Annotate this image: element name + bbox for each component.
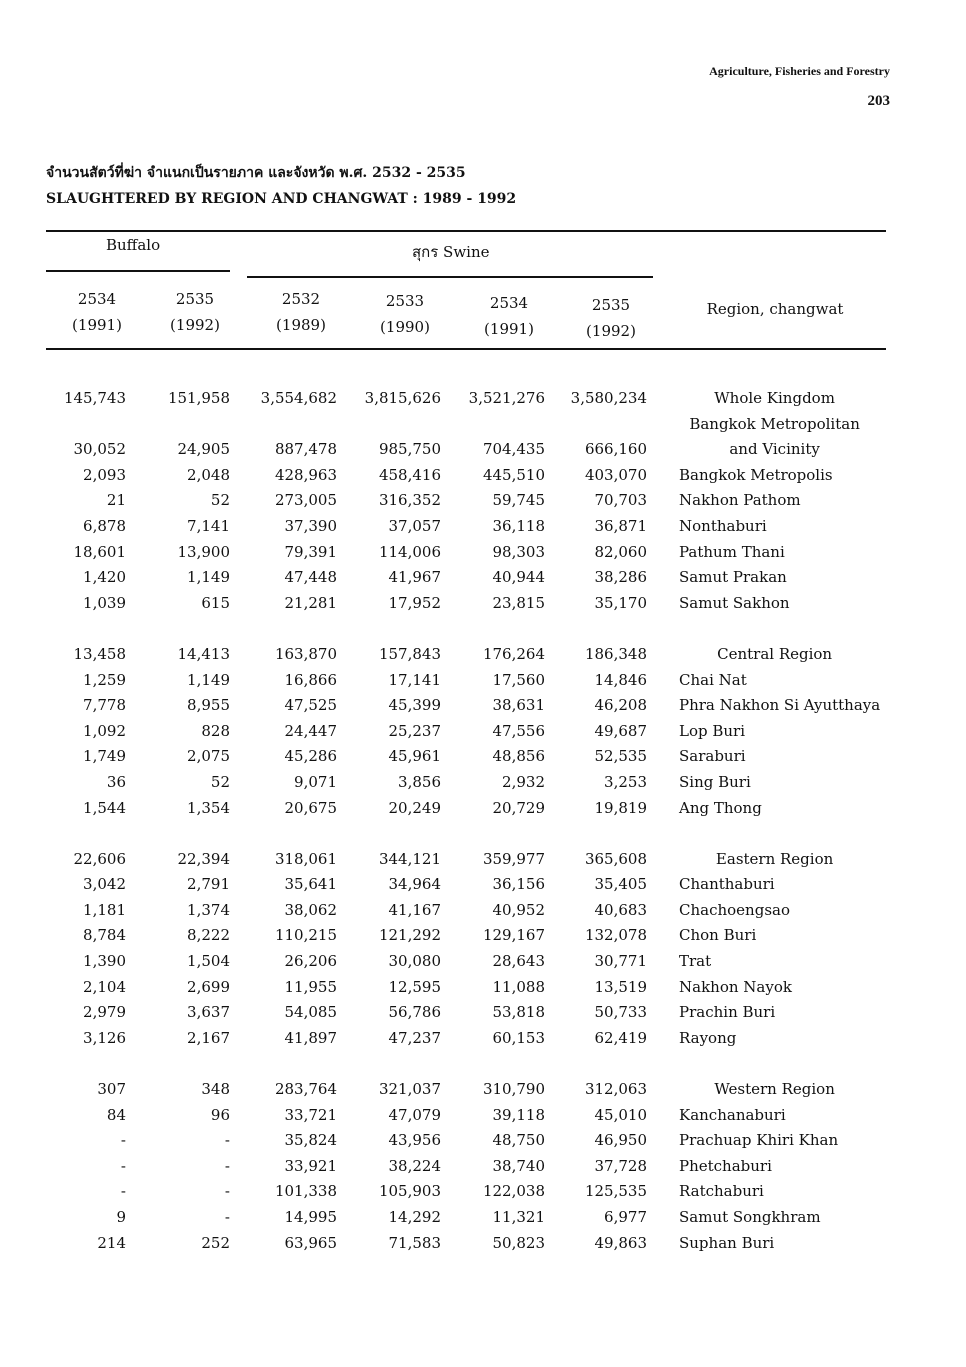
changwat-name: Saraburi [679, 747, 746, 766]
value-cell: 13,458 [73, 644, 126, 663]
value-cell: 316,352 [378, 491, 441, 510]
value-cell: 41,897 [284, 1028, 337, 1047]
value-cell: 151,958 [167, 389, 230, 407]
value-cell: 60,153 [492, 1028, 545, 1047]
table-row [46, 1103, 880, 1129]
changwat-name: Nakhon Nayok [679, 977, 792, 996]
table-row [46, 514, 880, 540]
value-cell: 122,038 [482, 1182, 545, 1201]
value-cell: 8,955 [187, 696, 230, 715]
col-head-buffalo-2534: 2534 (1991) [72, 290, 122, 334]
value-cell: 365,608 [584, 849, 647, 868]
region-row [46, 386, 880, 412]
value-cell: 21 [106, 491, 126, 510]
changwat-name: Chachoengsao [679, 900, 790, 919]
value-cell: 36 [106, 772, 126, 791]
value-cell: 1,390 [83, 952, 126, 971]
value-cell: 2,093 [83, 465, 126, 484]
value-cell: 3,580,234 [570, 389, 647, 407]
region-row [46, 437, 880, 463]
value-cell: 41,167 [388, 900, 441, 919]
table-row [46, 463, 880, 489]
value-cell: 3,637 [187, 1003, 230, 1022]
value-cell: 14,995 [284, 1208, 337, 1226]
value-cell: 3,856 [398, 772, 441, 791]
region-name: and Vicinity [729, 440, 820, 459]
value-cell: 3,554,682 [260, 389, 337, 407]
changwat-name: Prachin Buri [679, 1003, 776, 1022]
value-cell: 46,208 [594, 696, 647, 715]
changwat-name: Chanthaburi [679, 875, 775, 894]
value-cell: 1,374 [187, 900, 230, 919]
value-cell: 45,961 [388, 747, 441, 766]
swine-group-label: สุกร Swine [412, 243, 490, 261]
value-cell: 3,521,276 [468, 389, 545, 407]
table-row [46, 744, 880, 770]
value-cell: 56,786 [388, 1003, 441, 1022]
table-row [46, 540, 880, 566]
value-cell: 20,249 [388, 798, 441, 817]
value-cell: 110,215 [274, 926, 337, 945]
value-cell: 14,846 [594, 670, 647, 689]
table-row [46, 1205, 880, 1231]
changwat-name: Nonthaburi [679, 516, 767, 535]
value-cell: 13,900 [177, 542, 230, 561]
col-head-swine-2532: 2532 (1989) [276, 290, 326, 334]
changwat-name: Chai Nat [679, 670, 747, 689]
value-cell: 41,967 [388, 568, 441, 587]
value-cell: - [120, 1156, 126, 1175]
col-head-swine-2535: 2535 (1992) [586, 296, 636, 340]
table-row [46, 488, 880, 514]
value-cell: 186,348 [584, 644, 647, 663]
value-cell: 37,057 [388, 516, 441, 535]
changwat-name: Rayong [679, 1028, 737, 1047]
value-cell: 48,750 [492, 1131, 545, 1150]
changwat-name: Lop Buri [679, 721, 746, 740]
value-cell: 3,042 [83, 875, 126, 894]
table-row [46, 949, 880, 975]
changwat-name: Samut Songkhram [679, 1208, 821, 1226]
changwat-name: Trat [679, 952, 712, 971]
value-cell: 3,815,626 [364, 389, 441, 407]
value-cell: 7,778 [83, 696, 126, 715]
value-cell: 985,750 [378, 440, 441, 459]
value-cell: 50,733 [594, 1003, 647, 1022]
changwat-name: Samut Prakan [679, 568, 787, 587]
value-cell: 30,052 [73, 440, 126, 459]
value-cell: 52,535 [594, 747, 647, 766]
value-cell: 49,687 [594, 721, 647, 740]
value-cell: 35,641 [284, 875, 337, 894]
region-name: Whole Kingdom [714, 389, 835, 407]
value-cell: 828 [201, 721, 230, 740]
value-cell: 98,303 [492, 542, 545, 561]
value-cell: 214 [97, 1233, 126, 1252]
region-row [46, 642, 880, 668]
value-cell: 50,823 [492, 1233, 545, 1252]
value-cell: 8,222 [187, 926, 230, 945]
value-cell: 273,005 [274, 491, 337, 510]
gap-cell [46, 1051, 880, 1077]
value-cell: 445,510 [482, 465, 545, 484]
table-row [46, 565, 880, 591]
table-row [46, 872, 880, 898]
value-cell: 48,856 [492, 747, 545, 766]
value-cell: 312,063 [584, 1080, 647, 1099]
value-cell: 176,264 [482, 644, 545, 663]
value-cell: - [224, 1182, 230, 1201]
value-cell: 38,740 [492, 1156, 545, 1175]
table-row [46, 975, 880, 1001]
value-cell: 36,871 [594, 516, 647, 535]
changwat-name: Chon Buri [679, 926, 757, 945]
table-row [46, 796, 880, 822]
value-cell: 6,878 [83, 516, 126, 535]
value-cell: 47,079 [388, 1105, 441, 1124]
value-cell: 45,010 [594, 1105, 647, 1124]
value-cell: 1,749 [83, 747, 126, 766]
table-gap-row [46, 1051, 880, 1077]
value-cell: 17,560 [492, 670, 545, 689]
changwat-name: Phra Nakhon Si Ayutthaya [679, 696, 881, 715]
value-cell: 11,321 [492, 1208, 545, 1226]
value-cell: 2,048 [187, 465, 230, 484]
buffalo-group-label: Buffalo [106, 236, 161, 254]
region-name: Western Region [714, 1080, 835, 1099]
value-cell: 40,944 [492, 568, 545, 587]
table-title-thai: จำนวนสัตว์ที่ฆ่า จำแนกเป็นรายภาค และจังหวัด พ.ศ. 2532 - 2535 [46, 165, 466, 181]
value-cell: 14,413 [177, 644, 230, 663]
table-row [46, 668, 880, 694]
value-cell [126, 412, 230, 438]
value-cell: 52 [210, 772, 230, 791]
changwat-name: Nakhon Pathom [679, 491, 801, 510]
col-head-buffalo-2535: 2535 (1992) [170, 290, 220, 334]
value-cell: 47,556 [492, 721, 545, 740]
value-cell: 82,060 [594, 542, 647, 561]
value-cell: - [120, 1182, 126, 1201]
value-cell: 17,952 [388, 593, 441, 612]
value-cell: 59,745 [492, 491, 545, 510]
value-cell: 62,419 [594, 1028, 647, 1047]
value-cell [46, 412, 126, 438]
value-cell: 1,181 [83, 900, 126, 919]
value-cell: 1,420 [83, 568, 126, 587]
value-cell: 2,979 [83, 1003, 126, 1022]
table-row [46, 719, 880, 745]
value-cell: - [224, 1131, 230, 1150]
value-cell: 2,699 [187, 977, 230, 996]
value-cell: 2,075 [187, 747, 230, 766]
value-cell [337, 412, 441, 438]
value-cell: 49,863 [594, 1233, 647, 1252]
region-row [46, 847, 880, 873]
changwat-name: Ratchaburi [679, 1182, 764, 1201]
value-cell: 105,903 [378, 1182, 441, 1201]
col-head-swine-2534: 2534 (1991) [484, 294, 534, 338]
swine-group-rule [247, 276, 653, 278]
changwat-name: Suphan Buri [679, 1233, 775, 1252]
changwat-name: Pathum Thani [679, 542, 785, 561]
value-cell: 34,964 [388, 875, 441, 894]
value-cell: 22,606 [73, 849, 126, 868]
value-cell: 45,399 [388, 696, 441, 715]
value-cell: 3,126 [83, 1028, 126, 1047]
table-title-english: SLAUGHTERED BY REGION AND CHANGWAT : 1989 - 1992 [46, 191, 517, 207]
value-cell: 129,167 [482, 926, 545, 945]
table-row [46, 1128, 880, 1154]
value-cell: 344,121 [378, 849, 441, 868]
table-row [46, 898, 880, 924]
value-cell: 54,085 [284, 1003, 337, 1022]
value-cell: 36,156 [492, 875, 545, 894]
changwat-name: Kanchanaburi [679, 1105, 786, 1124]
page-header [709, 64, 890, 110]
value-cell: 12,595 [388, 977, 441, 996]
gap-cell [46, 821, 880, 847]
value-cell: 11,088 [492, 977, 545, 996]
value-cell: 132,078 [584, 926, 647, 945]
value-cell: 79,391 [284, 542, 337, 561]
value-cell: 2,932 [502, 772, 545, 791]
section-title: Agriculture, Fisheries and Forestry [709, 64, 890, 78]
value-cell: 53,818 [492, 1003, 545, 1022]
changwat-name: Bangkok Metropolis [679, 465, 833, 484]
value-cell: 1,149 [187, 670, 230, 689]
value-cell: 114,006 [378, 542, 441, 561]
value-cell: 125,535 [584, 1182, 647, 1201]
value-cell: 52 [210, 491, 230, 510]
changwat-name: Ang Thong [679, 798, 762, 817]
value-cell: 163,870 [274, 644, 337, 663]
buffalo-group-rule [46, 270, 230, 272]
value-cell: 38,224 [388, 1156, 441, 1175]
value-cell: 96 [210, 1105, 230, 1124]
value-cell: 19,819 [594, 798, 647, 817]
value-cell: 157,843 [378, 644, 441, 663]
value-cell: 28,643 [492, 952, 545, 971]
changwat-name: Samut Sakhon [679, 593, 790, 612]
value-cell: 20,675 [284, 798, 337, 817]
value-cell: 16,866 [284, 670, 337, 689]
value-cell: 307 [97, 1080, 126, 1099]
table-row [46, 1026, 880, 1052]
value-cell: 40,952 [492, 900, 545, 919]
table-row [46, 1231, 880, 1257]
value-cell: 84 [106, 1105, 126, 1124]
value-cell: 9,071 [294, 772, 337, 791]
value-cell: 310,790 [482, 1080, 545, 1099]
value-cell [545, 412, 647, 438]
value-cell: 318,061 [274, 849, 337, 868]
value-cell: 36,118 [492, 516, 545, 535]
value-cell: 37,390 [284, 516, 337, 535]
value-cell: 1,259 [83, 670, 126, 689]
value-cell: 23,815 [492, 593, 545, 612]
value-cell: 348 [201, 1080, 230, 1099]
table-gap-row [46, 616, 880, 642]
value-cell: 30,080 [388, 952, 441, 971]
region-row [46, 1077, 880, 1103]
value-cell: 20,729 [492, 798, 545, 817]
value-cell: 70,703 [594, 491, 647, 510]
value-cell: 35,170 [594, 593, 647, 612]
value-cell: 71,583 [388, 1233, 441, 1252]
value-cell: 33,921 [284, 1156, 337, 1175]
gap-cell [46, 616, 880, 642]
value-cell: 45,286 [284, 747, 337, 766]
value-cell: 9 [116, 1208, 126, 1226]
page-number: 203 [867, 93, 890, 109]
value-cell: 17,141 [388, 670, 441, 689]
changwat-name: Sing Buri [679, 772, 751, 791]
value-cell: 121,292 [378, 926, 441, 945]
value-cell: 145,743 [63, 389, 126, 407]
value-cell: 1,092 [83, 721, 126, 740]
table-row [46, 770, 880, 796]
value-cell: 47,237 [388, 1028, 441, 1047]
value-cell: 35,405 [594, 875, 647, 894]
value-cell: 3,253 [604, 772, 647, 791]
value-cell: 14,292 [388, 1208, 441, 1226]
value-cell: - [224, 1208, 230, 1226]
table-row [46, 1000, 880, 1026]
value-cell: 359,977 [482, 849, 545, 868]
changwat-name: Prachuap Khiri Khan [679, 1131, 839, 1150]
table-row [46, 1154, 880, 1180]
value-cell: 321,037 [378, 1080, 441, 1099]
value-cell: 101,338 [274, 1182, 337, 1201]
col-head-swine-2533: 2533 (1990) [380, 292, 430, 336]
value-cell: 24,905 [177, 440, 230, 459]
region-name: Bangkok Metropolitan [689, 414, 860, 433]
value-cell: 887,478 [274, 440, 337, 459]
table-row [46, 591, 880, 617]
value-cell: 283,764 [274, 1080, 337, 1099]
value-cell: 22,394 [177, 849, 230, 868]
value-cell: 2,104 [83, 977, 126, 996]
value-cell: 47,525 [284, 696, 337, 715]
value-cell: 39,118 [492, 1105, 545, 1124]
top-rule [46, 230, 886, 232]
value-cell: - [120, 1131, 126, 1150]
value-cell: 18,601 [73, 542, 126, 561]
value-cell: 8,784 [83, 926, 126, 945]
value-cell: 38,286 [594, 568, 647, 587]
value-cell: 1,504 [187, 952, 230, 971]
value-cell: 33,721 [284, 1105, 337, 1124]
value-cell: 24,447 [284, 721, 337, 740]
table-body [46, 386, 880, 1256]
value-cell: 704,435 [482, 440, 545, 459]
value-cell: 26,206 [284, 952, 337, 971]
value-cell: 6,977 [604, 1208, 647, 1226]
value-cell: 1,039 [83, 593, 126, 612]
changwat-name: Phetchaburi [679, 1156, 772, 1175]
value-cell: 2,167 [187, 1028, 230, 1047]
value-cell: 38,631 [492, 696, 545, 715]
value-cell: 428,963 [274, 465, 337, 484]
table-row [46, 693, 880, 719]
value-cell: 30,771 [594, 952, 647, 971]
value-cell: 43,956 [388, 1131, 441, 1150]
value-cell: 7,141 [187, 516, 230, 535]
region-name: Eastern Region [715, 849, 834, 868]
value-cell: 40,683 [594, 900, 647, 919]
value-cell: 615 [201, 593, 230, 612]
value-cell: 458,416 [378, 465, 441, 484]
value-cell: 2,791 [187, 875, 230, 894]
value-cell: 46,950 [594, 1131, 647, 1150]
table-gap-row [46, 821, 880, 847]
value-cell: 25,237 [388, 721, 441, 740]
value-cell: 35,824 [284, 1131, 337, 1150]
value-cell: 11,955 [284, 977, 337, 996]
value-cell: 1,544 [83, 798, 126, 817]
region-name: Central Region [717, 644, 833, 663]
value-cell: 13,519 [594, 977, 647, 996]
slaughter-table [46, 386, 880, 1256]
col-head-region: Region, changwat [706, 300, 844, 318]
value-cell [230, 412, 337, 438]
value-cell: 21,281 [284, 593, 337, 612]
value-cell: 1,354 [187, 798, 230, 817]
value-cell: 403,070 [584, 465, 647, 484]
value-cell: 63,965 [284, 1233, 337, 1252]
table-row [46, 1179, 880, 1205]
value-cell: 252 [201, 1233, 230, 1252]
value-cell: 666,160 [584, 440, 647, 459]
value-cell [441, 412, 545, 438]
table-row [46, 923, 880, 949]
value-cell: - [224, 1156, 230, 1175]
region-row [46, 412, 880, 438]
table-title-block [46, 160, 516, 212]
value-cell: 38,062 [284, 900, 337, 919]
value-cell: 1,149 [187, 568, 230, 587]
header-bottom-rule [46, 348, 886, 350]
value-cell: 37,728 [594, 1156, 647, 1175]
value-cell: 47,448 [284, 568, 337, 587]
